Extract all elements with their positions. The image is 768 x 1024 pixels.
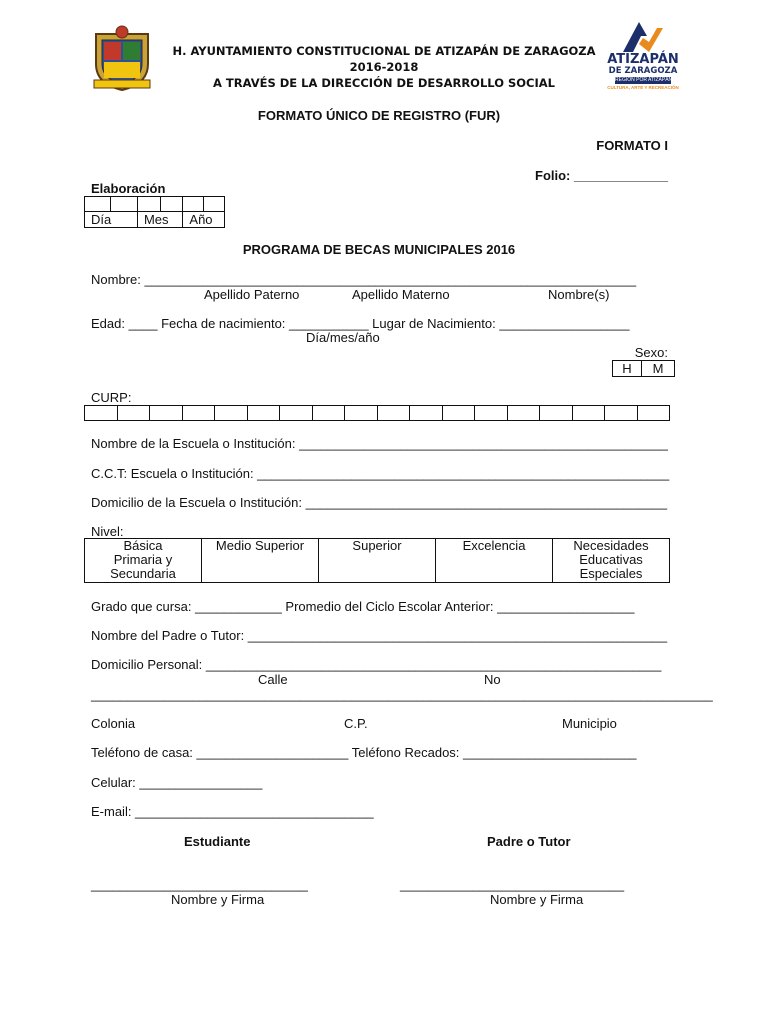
escuela-nombre-field[interactable]: Nombre de la Escuela o Institución: ___________________________________________________ — [91, 436, 668, 451]
curp-box[interactable] — [117, 406, 150, 421]
anio-box-1[interactable] — [183, 197, 204, 212]
sexo-table[interactable] — [612, 360, 675, 377]
nivel-excelencia-option[interactable]: Excelencia — [436, 539, 553, 583]
curp-label: CURP: — [91, 390, 132, 405]
anio-label: Año — [183, 212, 225, 228]
firma-estudiante-line[interactable]: ______________________________ — [91, 877, 308, 892]
nivel-basica-option[interactable] — [85, 539, 202, 583]
cp-caption: C.P. — [344, 716, 368, 731]
curp-box[interactable] — [280, 406, 313, 421]
nivel-necesidades-option[interactable] — [553, 539, 670, 583]
edad-fecha-lugar-field[interactable]: Edad: ____ Fecha de nacimiento: ___________ Lugar de Nacimiento: __________________ — [91, 316, 630, 331]
form-title: FORMATO ÚNICO DE REGISTRO (FUR) — [257, 108, 501, 123]
curp-box[interactable] — [507, 406, 540, 421]
folio-field[interactable]: Folio: _____________ — [535, 168, 668, 183]
nivel-table[interactable] — [84, 538, 670, 583]
nivel-medio-superior-option[interactable]: Medio Superior — [202, 539, 319, 583]
celular-field[interactable]: Celular: _________________ — [91, 775, 263, 790]
curp-box[interactable] — [182, 406, 215, 421]
dia-label: Día — [85, 212, 138, 228]
email-field[interactable]: E-mail: _________________________________ — [91, 804, 374, 819]
curp-box[interactable] — [312, 406, 345, 421]
curp-box[interactable] — [442, 406, 475, 421]
padre-tutor-heading: Padre o Tutor — [487, 834, 571, 849]
curp-box[interactable] — [605, 406, 638, 421]
curp-box[interactable] — [540, 406, 573, 421]
header-line-3: A TRAVÉS DE LA DIRECCIÓN DE DESARROLLO SOCIAL — [212, 76, 555, 90]
nombres-caption: Nombre(s) — [548, 287, 610, 302]
apellido-materno-caption: Apellido Materno — [352, 287, 450, 302]
sexo-h-option[interactable]: H — [613, 361, 642, 377]
cct-field[interactable]: C.C.T: Escuela o Institución: _________________________________________________________ — [91, 466, 670, 481]
fecha-format-caption: Día/mes/año — [306, 330, 380, 345]
nivel-necesidades-line3: Especiales — [579, 566, 643, 581]
sexo-label: Sexo: — [634, 345, 668, 360]
programa-title: PROGRAMA DE BECAS MUNICIPALES 2016 — [242, 242, 516, 257]
logo-tagline-2: CULTURA, ARTE Y RECREACIÓN — [607, 85, 679, 90]
header-line-1: H. AYUNTAMIENTO CONSTITUCIONAL DE ATIZAPÁN DE ZARAGOZA — [172, 44, 596, 58]
elaboracion-date-table[interactable] — [84, 196, 225, 228]
sexo-m-option[interactable]: M — [642, 361, 675, 377]
firma-padre-caption: Nombre y Firma — [490, 892, 584, 907]
telefono-field[interactable]: Teléfono de casa: _____________________ Teléfono Recados: ________________________ — [91, 745, 637, 760]
header-line-2: 2016-2018 — [349, 60, 419, 74]
domicilio-second-line[interactable]: ______________________________________________________________________________________ — [91, 687, 713, 702]
curp-box[interactable] — [410, 406, 443, 421]
municipio-caption: Municipio — [562, 716, 617, 731]
logo-tagline: REGIÓN POR ATIZAPÁN — [615, 77, 673, 83]
nivel-basica-line2: Primaria y — [113, 552, 173, 567]
curp-box[interactable] — [475, 406, 508, 421]
dia-box-2[interactable] — [111, 197, 137, 212]
firma-estudiante-caption: Nombre y Firma — [171, 892, 265, 907]
mes-box-2[interactable] — [160, 197, 183, 212]
nombre-field[interactable]: Nombre: ____________________________________________________________________ — [91, 272, 637, 287]
nivel-necesidades-line2: Educativas — [579, 552, 643, 567]
nivel-basica-line1: Básica — [123, 538, 163, 553]
numero-caption: No — [484, 672, 501, 687]
curp-box[interactable] — [637, 406, 670, 421]
curp-box[interactable] — [85, 406, 118, 421]
elaboracion-label: Elaboración — [91, 181, 166, 196]
mes-label: Mes — [137, 212, 182, 228]
nivel-necesidades-line1: Necesidades — [573, 538, 649, 553]
curp-box[interactable] — [150, 406, 183, 421]
logo-text-sub: DE ZARAGOZA — [608, 66, 678, 76]
curp-box[interactable] — [247, 406, 280, 421]
grado-promedio-field[interactable]: Grado que cursa: ____________ Promedio del Ciclo Escolar Anterior: ___________________ — [91, 599, 635, 614]
nivel-basica-line3: Secundaria — [110, 566, 176, 581]
curp-box[interactable] — [377, 406, 410, 421]
estudiante-heading: Estudiante — [184, 834, 251, 849]
anio-box-2[interactable] — [204, 197, 225, 212]
apellido-paterno-caption: Apellido Paterno — [204, 287, 300, 302]
curp-box[interactable] — [215, 406, 248, 421]
curp-box[interactable] — [345, 406, 378, 421]
domicilio-escuela-field[interactable]: Domicilio de la Escuela o Institución: __________________________________________________ — [91, 495, 668, 510]
dia-box-1[interactable] — [85, 197, 111, 212]
logo-text-main: ATIZAPÁN — [607, 52, 679, 67]
nivel-superior-option[interactable]: Superior — [319, 539, 436, 583]
curp-boxes[interactable] — [84, 405, 670, 421]
mes-box-1[interactable] — [137, 197, 160, 212]
curp-box[interactable] — [572, 406, 605, 421]
domicilio-personal-field[interactable]: Domicilio Personal: _______________________________________________________________ — [91, 657, 662, 672]
firma-padre-line[interactable]: _______________________________ — [400, 877, 625, 892]
padre-tutor-field[interactable]: Nombre del Padre o Tutor: __________________________________________________________ — [91, 628, 668, 643]
colonia-caption: Colonia — [91, 716, 136, 731]
formato-label: FORMATO I — [596, 138, 668, 153]
nivel-label: Nivel: — [91, 524, 124, 539]
calle-caption: Calle — [258, 672, 288, 687]
